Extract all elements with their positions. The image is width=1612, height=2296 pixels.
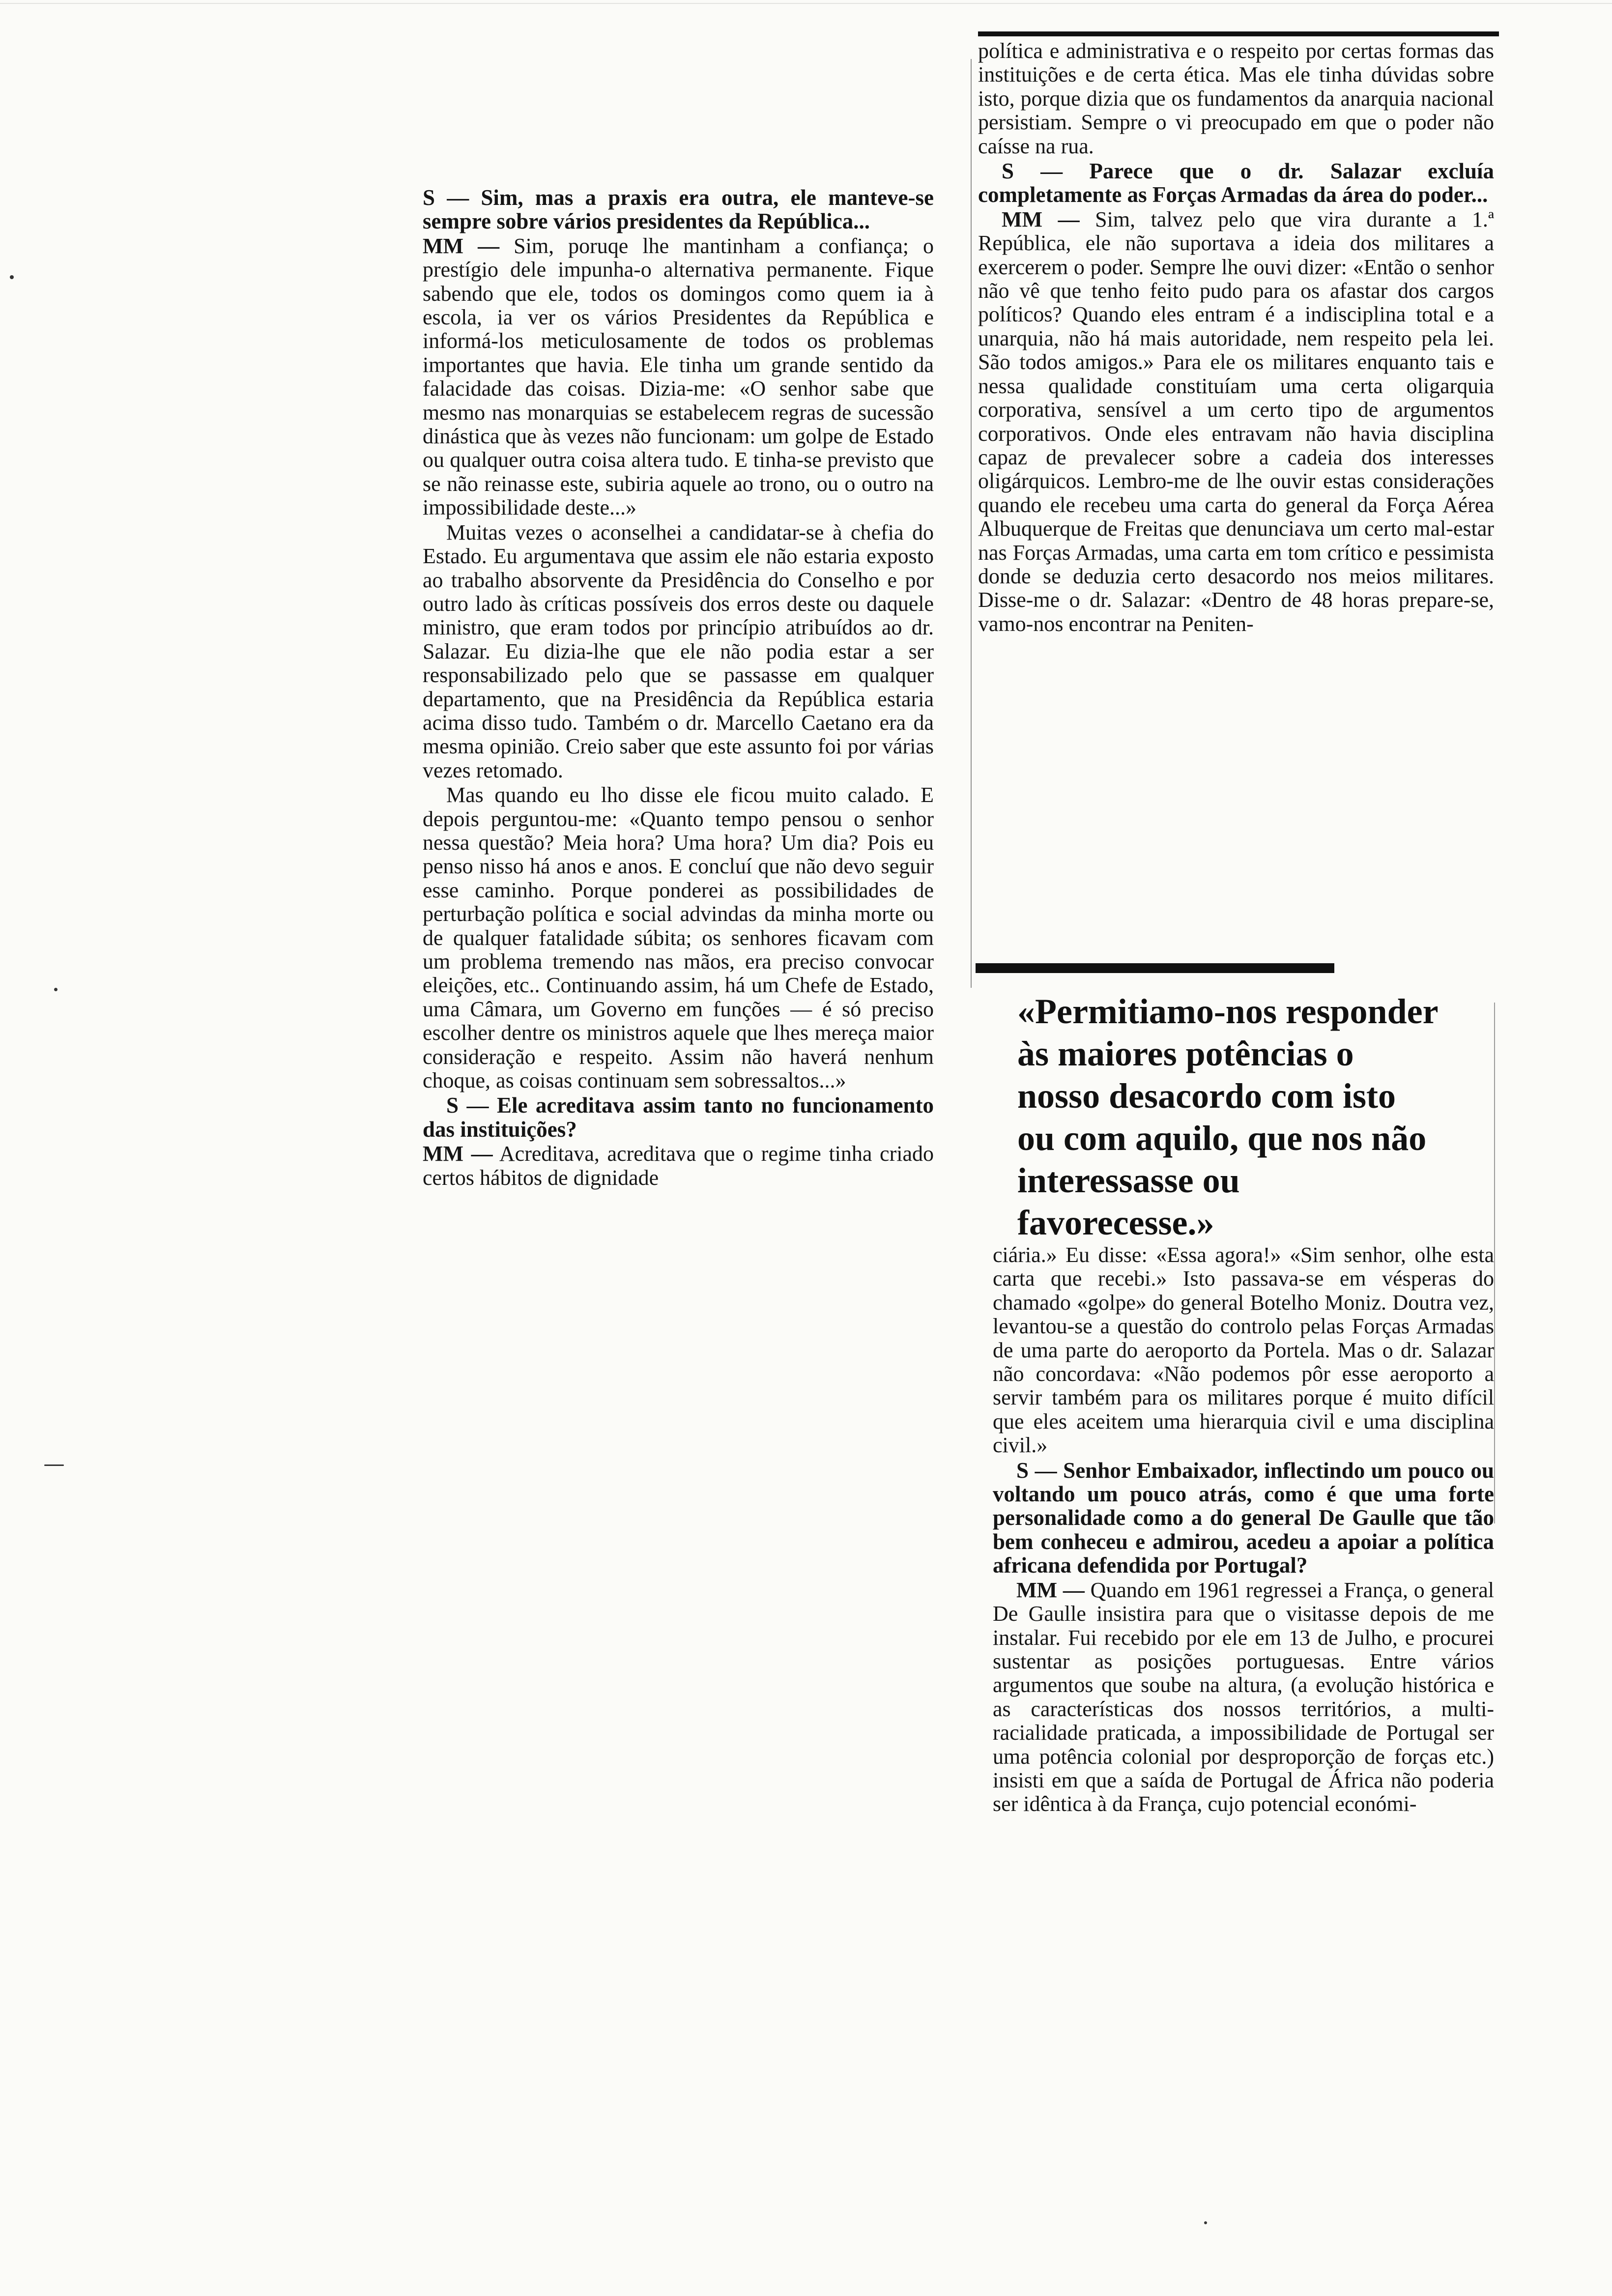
pull-quote-line: «Permitiamo-nos responder	[1017, 992, 1439, 1031]
answer-paragraph	[993, 1578, 1494, 1816]
scan-speck	[44, 1464, 64, 1466]
top-rule	[978, 31, 1499, 36]
page-top-edge	[0, 3, 1612, 4]
answer-paragraph	[423, 1142, 934, 1190]
answer-text: Sim, poruqe lhe mantinham a confiança; o prestígio dele impunha-o alternativa permanente. Fique sabendo que ele, todos os domingos como quem ia à escola, ia ver os vários Presidentes da República e informá-los meticulosamente de todos os problemas importantes que havia. Ele tinha um grande sentido da falacidade das coisas. Dizia-me: «O senhor sabe que mesmo nas monarquias se estabelecem regras de sucessão dinástica que às vezes não funcionam: um golpe de Estado ou qualquer outra coisa altera tudo. E tinha-se previsto que se não reinasse este, subiria aquele ao trono, ou o outro na impossibilidade deste...»	[423, 233, 934, 520]
continuation-paragraph: ciária.» Eu disse: «Essa agora!» «Sim senhor, olhe esta carta que recebi.» Isto passava-se em vésperas do chamado «golpe» do general Botelho Moniz. Doutra vez, levantou-se a questão do controlo pelas Forças Armadas de uma parte do aeroporto da Portela. Mas o dr. Salazar não concordava: «Não podemos pôr esse aeroporto a servir também para os militares porque é muito difícil que eles aceitem uma hierarquia civil e uma disciplina civil.»	[993, 1243, 1494, 1458]
right-column-top	[978, 39, 1494, 636]
pull-quote	[1017, 990, 1484, 1244]
answer-paragraph	[423, 234, 934, 520]
question-paragraph: S — Ele acreditava assim tanto no funcionamento das instituições?	[423, 1093, 934, 1142]
pull-quote-line: às maiores potências o	[1017, 1034, 1354, 1073]
column-divider	[971, 59, 972, 988]
question-paragraph: S — Parece que o dr. Salazar excluía completamente as Forças Armadas da área do poder...	[978, 159, 1494, 207]
pull-quote-bar	[976, 963, 1334, 973]
answer-text: Acreditava, acreditava que o regime tinha criado certos hábitos de dignidade	[423, 1142, 934, 1190]
pull-quote-line: favorecesse.»	[1017, 1203, 1214, 1242]
speaker-label: MM —	[1016, 1578, 1085, 1602]
pull-quote-line: nosso desacordo com isto	[1017, 1076, 1396, 1116]
speaker-label: MM —	[423, 1142, 493, 1166]
pull-quote-line: ou com aquilo, que nos não	[1017, 1119, 1427, 1158]
scan-speck	[54, 988, 58, 991]
right-column-bottom	[993, 1243, 1494, 1816]
continuation-paragraph: política e administrativa e o respeito por certas formas das instituições e de certa ética. Mas ele tinha dúvidas sobre isto, porque dizia que os fundamentos da anarquia nacional persistiam. Sempre o vi preocupado em que o poder não caísse na rua.	[978, 39, 1494, 158]
answer-paragraph	[978, 208, 1494, 636]
left-column	[423, 186, 934, 1190]
question-paragraph: S — Sim, mas a praxis era outra, ele manteve-se sempre sobre vários presidentes da República...	[423, 185, 934, 234]
scan-speck	[1204, 2221, 1207, 2224]
scan-speck	[10, 275, 14, 279]
answer-text: Sim, talvez pelo que vira durante a 1.ª República, ele não suportava a ideia dos militares a exercerem o poder. Sempre lhe ouvi dizer: «Então o senhor não vê que tenho feito pudo para os afastar dos cargos políticos? Quando eles entram é a indisciplina total e a unarquia, não há mais autoridade, nem respeito pela lei. São todos amigos.» Para ele os militares enquanto tais e nessa qualidade constituíam uma certa oligarquia corporativa, sensível a um certo tipo de argumentos corporativos. Onde eles entravam não havia disciplina capaz de prevalecer sobre a cadeia dos interesses oligárquicos. Lembro-me de lhe ouvir estas considerações quando ele recebeu uma carta do general da Força Aérea Albuquerque de Freitas que denunciava um certo mal-estar nas Forças Armadas, uma carta em tom crítico e pessimista donde se deduzia certo desacordo nos meios militares. Disse-me o dr. Salazar: «Dentro de 48 horas prepare-se, vamo-nos encontrar na Peniten-	[978, 207, 1495, 636]
speaker-label: MM —	[423, 233, 500, 258]
answer-text: Quando em 1961 regressei a França, o general De Gaulle insistira para que o visitasse depois de me instalar. Fui recebido por ele em 13 de Julho, e procurei sustentar as posições portuguesas. Entre vários argumentos que soube na altura, (a evolução histórica e as características dos nossos territórios, a multi-racialidade praticada, a impossibilidade de Portugal ser uma potência colonial por desproporção de forças etc.) insisti em que a saída de Portugal de África não poderia ser idêntica à da França, cujo potencial económi-	[993, 1578, 1495, 1816]
question-paragraph: S — Senhor Embaixador, inflectindo um pouco ou voltando um pouco atrás, como é que uma forte personalidade como a do general De Gaulle que tão bem conheceu e admirou, acedeu a apoiar a política africana defendida por Portugal?	[993, 1458, 1494, 1578]
body-paragraph: Mas quando eu lho disse ele ficou muito calado. E depois perguntou-me: «Quanto tempo pensou o senhor nessa questão? Meia hora? Uma hora? Um dia? Pois eu penso nisso há anos e anos. E concluí que não devo seguir esse caminho. Porque ponderei as possibilidades de perturbação política e social advindas da minha morte ou de qualquer fatalidade súbita; os senhores ficavam com um problema tremendo nas mãos, era preciso convocar eleições, etc.. Continuando assim, há um Chefe de Estado, uma Câmara, um Governo em funções — é só preciso escolher dentre os ministros aquele que lhes mereça maior consideração e respeito. Assim não haverá nenhum choque, as coisas continuam sem sobressaltos...»	[423, 783, 934, 1093]
speaker-label: MM —	[1002, 207, 1080, 231]
pull-quote-line: interessasse ou	[1017, 1161, 1240, 1200]
body-paragraph: Muitas vezes o aconselhei a candidatar-se à chefia do Estado. Eu argumentava que assim ele não estaria exposto ao trabalho absorvente da Presidência do Conselho e por outro lado às críticas possíveis dos erros deste ou daquele ministro, que eram todos por princípio atribuídos ao dr. Salazar. Eu dizia-lhe que ele não podia estar a ser responsabilizado pelo que se passasse em qualquer departamento, que na Presidência da República estaria acima disso tudo. Também o dr. Marcello Caetano era da mesma opinião. Creio saber que este assunto foi por várias vezes retomado.	[423, 520, 934, 782]
right-edge-rule	[1494, 1003, 1495, 1523]
